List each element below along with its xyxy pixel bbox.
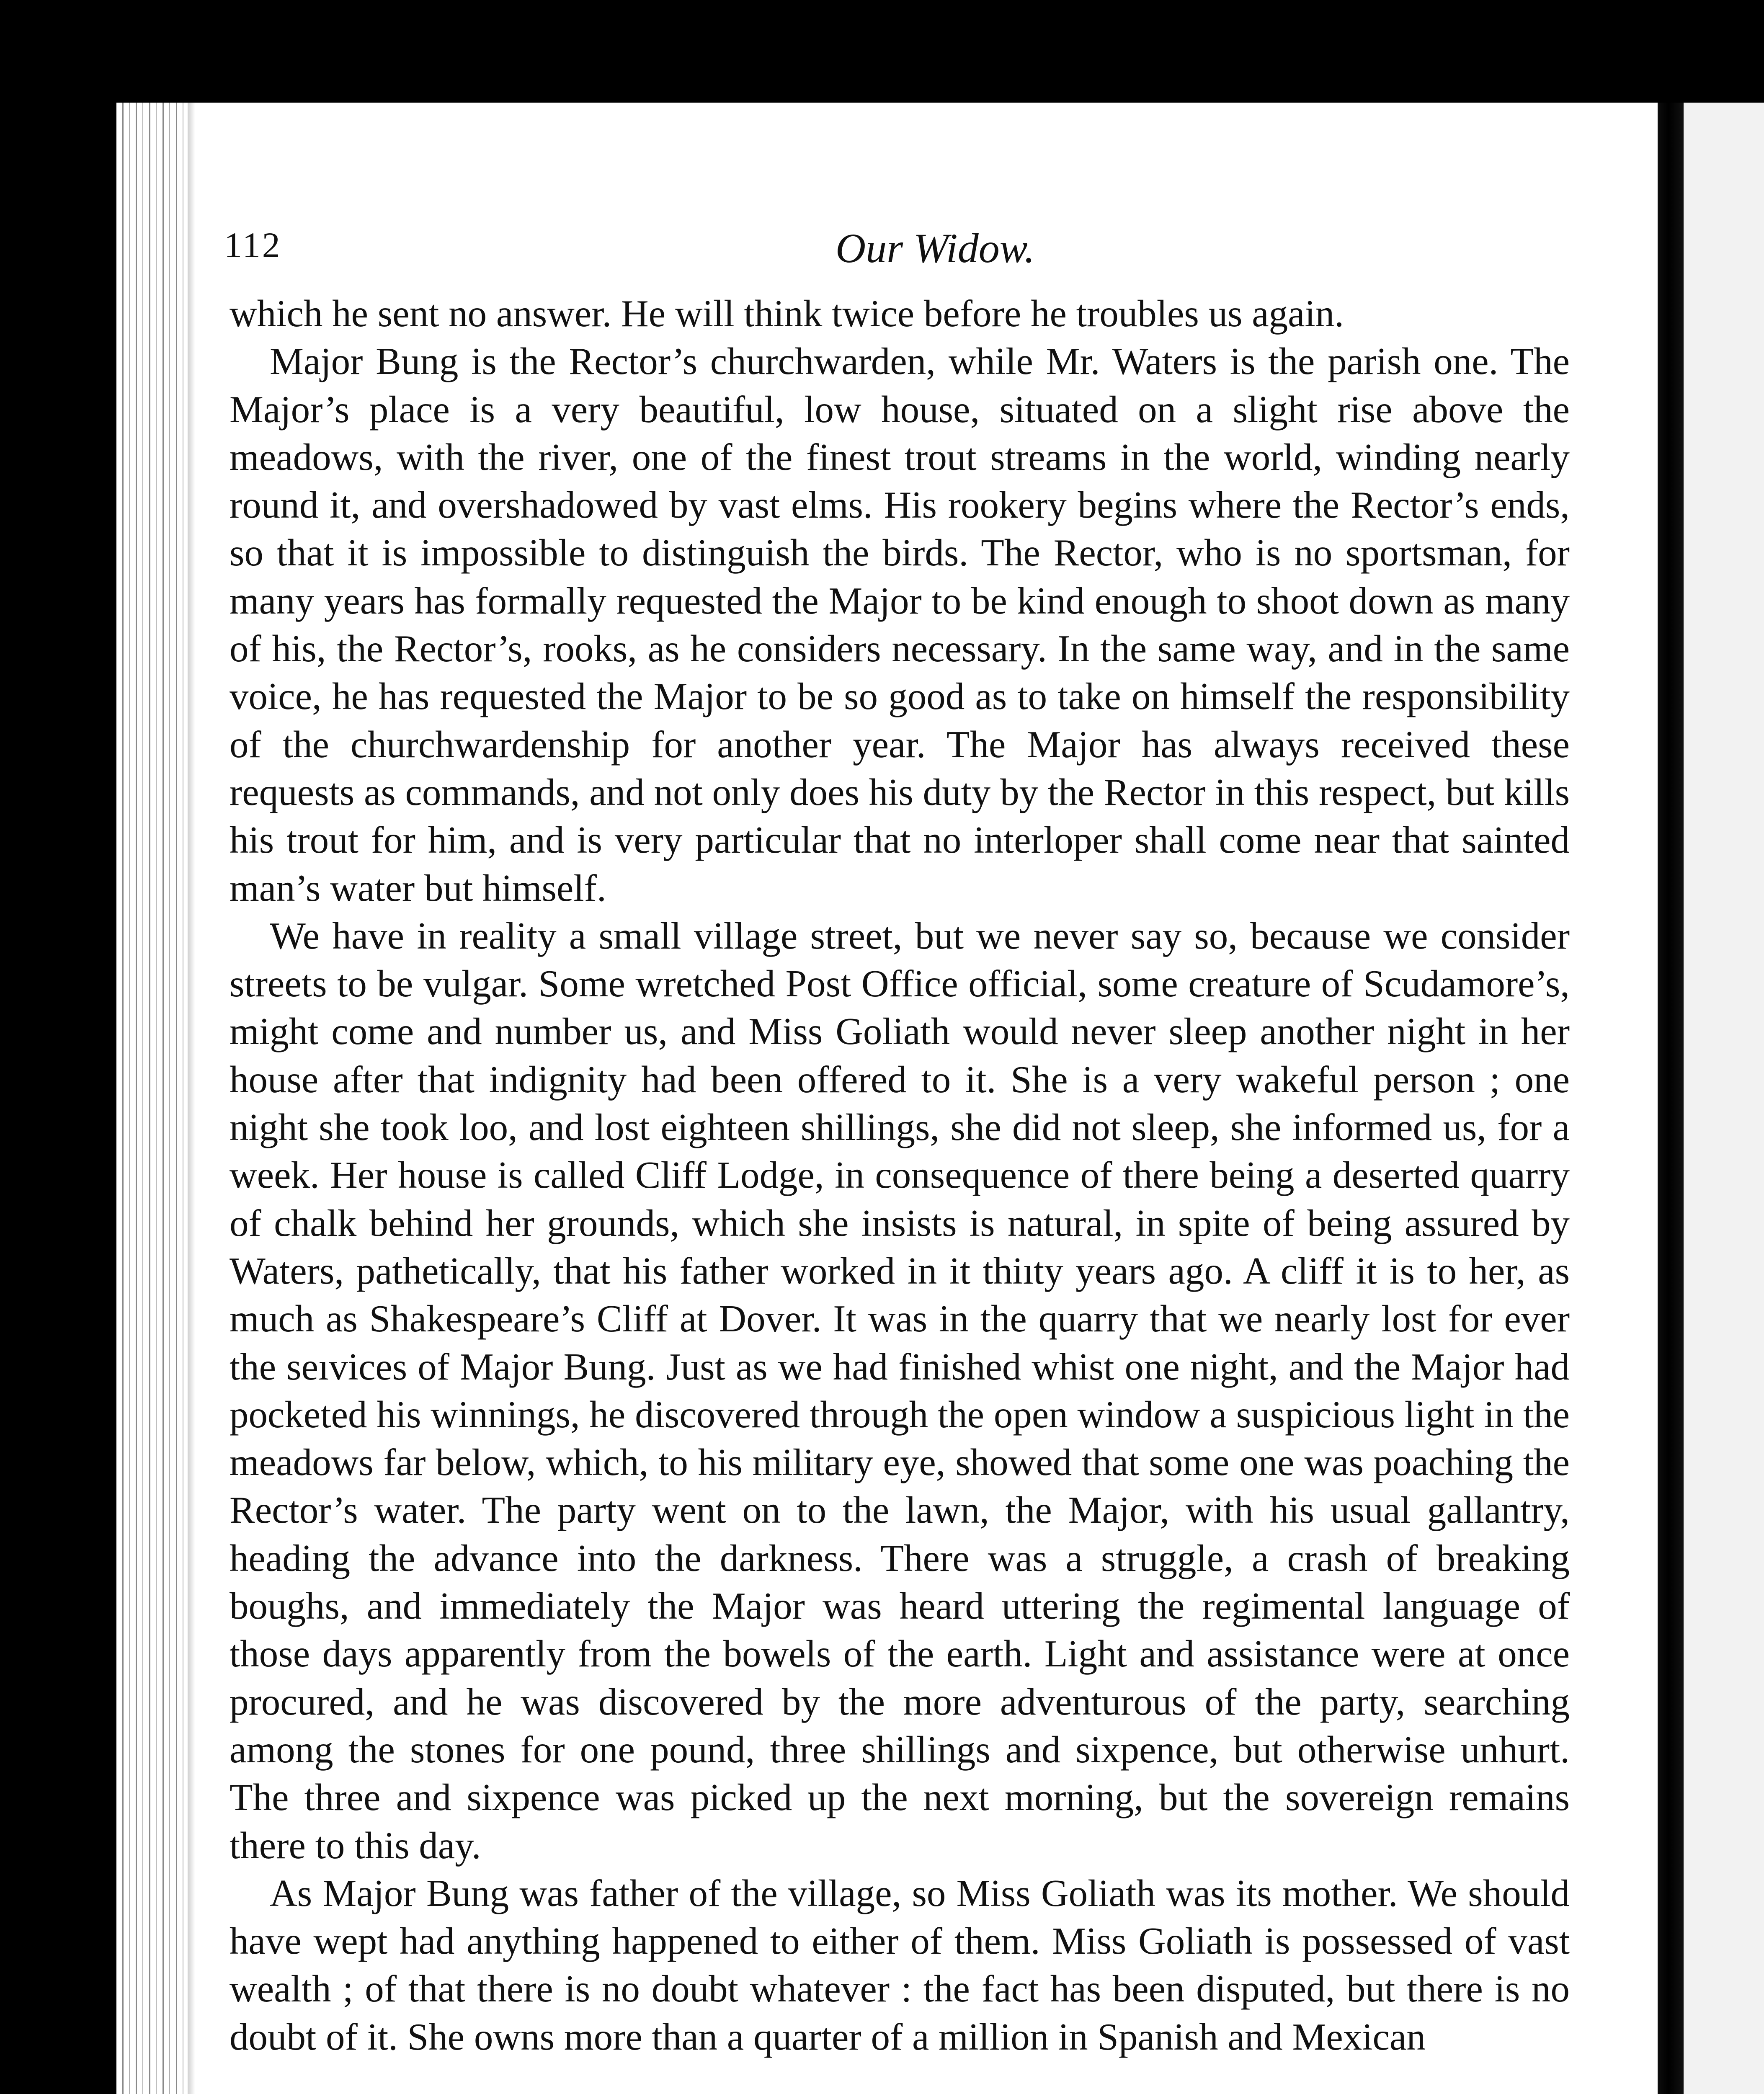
paragraph-4: As Major Bung was father of the village, so Miss Goliath was its mother. We should have wept had anything happened to either of them. Miss Goliath is possessed of vast wealth ; of that there is no doubt whatever : the fact has been disputed, but there is no doubt of it. She owns more than a quarter of a million in Spanish and Mexican <box>230 1872 1570 2058</box>
paragraph-2: Major Bung is the Rector’s churchwarden, while Mr. Waters is the parish one. The Major’s place is a very beautiful, low house, situated on a slight rise above the meadows, with the river, one of the finest trout streams in the world, winding nearly round it, and overshadowed by vast elms. His rookery begins where the Rector’s ends, so that it is impossible to distinguish the birds. The Rector, who is no sportsman, for many years has formally requested the Major to be kind enough to shoot down as many of his, the Rector’s, rooks, as he considers necessary. In the same way, and in the same voice, he has requested the Major to be so good as to take on himself the responsibility of the churchwardenship for another year. The Major has always received these requests as commands, and not only does his duty by the Rector in this respect, but kills his trout for him, and is very particular that no interloper shall come near that sainted man’s water but himself. <box>230 340 1570 909</box>
paragraph-3: We have in reality a small village street, but we never say so, because we consider streets to be vulgar. Some wretched Post Office official, some creature of Scudamore’s, might come and number us, and Miss Goliath would never sleep another night in her house after that indignity had been offered to it. She is a very wakeful person ; one night she took loo, and lost eighteen shillings, she did not sleep, she informed us, for a week. Her house is called Cliff Lodge, in consequence of there being a deserted quarry of chalk behind her grounds, which she insists is natural, in spite of being assured by Waters, pathetically, that his father worked in it thiıty years ago. A cliff it is to her, as much as Shakespeare’s Cliff at Dover. It was in the quarry that we nearly lost for ever the seıvices of Major Bung. Just as we had finished whist one night, and the Major had pocketed his winnings, he discovered through the open window a suspicious light in the meadows far below, which, to his military eye, showed that some one was poaching the Rector’s water. The party went on to the lawn, the Major, with his usual gallantry, heading the advance into the darkness. There was a struggle, a crash of breaking boughs, and immediately the Major was heard uttering the regimental language of those days apparently from the bowels of the earth. Light and assistance were at once procured, and he was discovered by the more adventurous of the party, searching among the stones for one pound, three shillings and sixpence, but otherwise unhurt. The three and sixpence was picked up the next morning, but the sovereign remains there to this day. <box>230 914 1570 1867</box>
page-edges <box>116 103 188 2094</box>
page-header <box>224 224 1552 270</box>
facing-page-edge <box>1684 103 1764 2094</box>
running-head: Our Widow. <box>836 225 1035 271</box>
page-number: 112 <box>224 225 282 265</box>
page-edge-shadow <box>188 103 195 2094</box>
body-text <box>230 290 1570 2061</box>
paragraph-1: which he sent no answer. He will think twice before he troubles us again. <box>230 292 1344 335</box>
